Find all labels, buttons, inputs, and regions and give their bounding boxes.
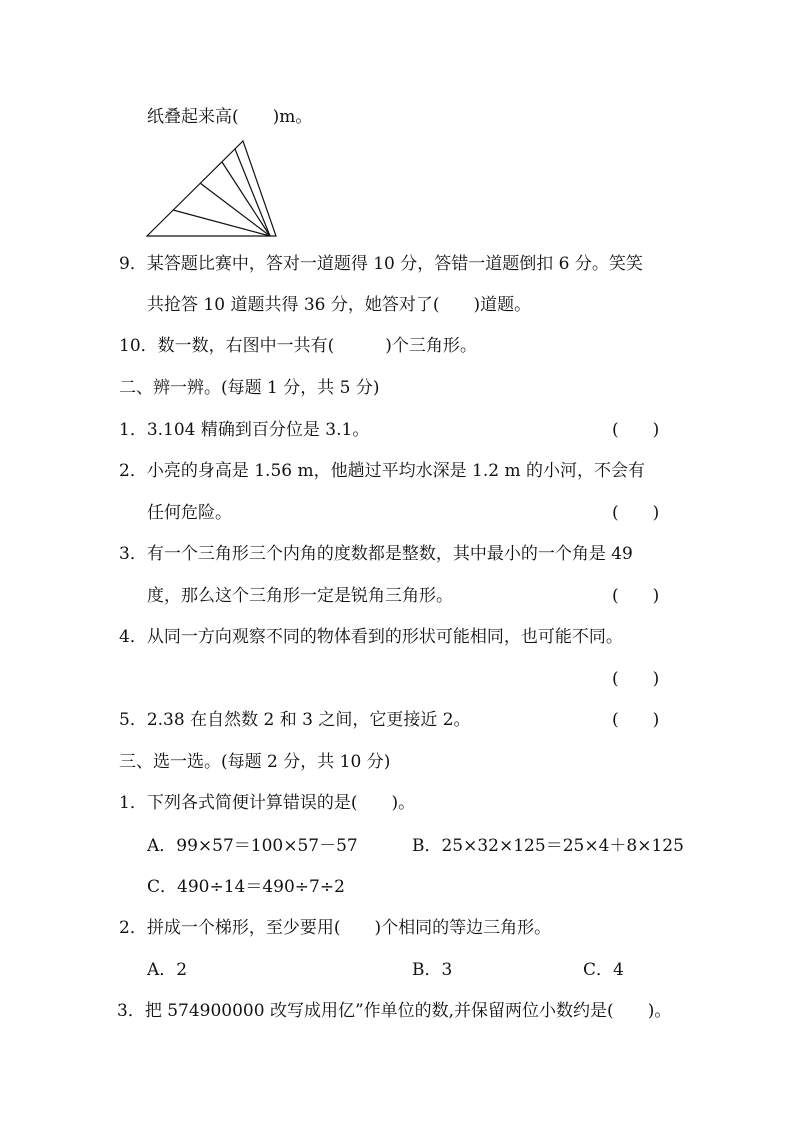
question-9-line-2: 共抢答 10 道题共得 36 分，她答对了( )道题。 bbox=[147, 295, 532, 315]
answer-bracket: ( ) bbox=[612, 586, 660, 606]
choice-3: 3．把 574900000 改写成用亿”作单位的数,并保留两位小数约是( )。 bbox=[117, 1001, 672, 1021]
judge-1: 1．3.104 精确到百分位是 3.1。 bbox=[119, 420, 370, 440]
answer-bracket: ( ) bbox=[612, 503, 660, 523]
section-2-title: 二、辨一辨。(每题 1 分，共 5 分) bbox=[119, 378, 380, 398]
choice-2-option-c: C．4 bbox=[583, 960, 624, 980]
choice-2: 2．拼成一个梯形，至少要用( )个相同的等边三角形。 bbox=[119, 918, 552, 938]
choice-1-option-a: A．99×57＝100×57－57 bbox=[147, 836, 358, 856]
section-3-title: 三、选一选。(每题 2 分，共 10 分) bbox=[119, 752, 391, 772]
answer-bracket: ( ) bbox=[612, 669, 660, 689]
answer-bracket: ( ) bbox=[612, 420, 660, 440]
judge-3-line-1: 3．有一个三角形三个内角的度数都是整数，其中最小的一个角是 49 bbox=[119, 544, 633, 564]
choice-1-option-b: B．25×32×125＝25×4＋8×125 bbox=[412, 836, 684, 856]
judge-4: 4．从同一方向观察不同的物体看到的形状可能相同，也可能不同。 bbox=[119, 627, 623, 647]
choice-2-option-b: B．3 bbox=[412, 960, 453, 980]
triangle-figure bbox=[146, 140, 278, 240]
choice-1-option-c: C．490÷14＝490÷7÷2 bbox=[147, 877, 345, 897]
outer-triangle bbox=[147, 141, 276, 236]
question-8-tail: 纸叠起来高( )m。 bbox=[147, 107, 313, 127]
judge-3-line-2: 度，那么这个三角形一定是锐角三角形。 bbox=[147, 586, 453, 606]
choice-2-option-a: A．2 bbox=[147, 960, 188, 980]
judge-2-line-1: 2．小亮的身高是 1.56 m，他趟过平均水深是 1.2 m 的小河，不会有 bbox=[119, 461, 645, 481]
judge-5: 5．2.38 在自然数 2 和 3 之间，它更接近 2。 bbox=[119, 710, 471, 730]
question-9-line-1: 9．某答题比赛中，答对一道题得 10 分，答错一道题倒扣 6 分。笑笑 bbox=[119, 254, 643, 274]
question-10: 10．数一数，右图中一共有( )个三角形。 bbox=[119, 336, 477, 356]
choice-1: 1．下列各式简便计算错误的是( )。 bbox=[119, 793, 416, 813]
answer-bracket: ( ) bbox=[612, 710, 660, 730]
judge-2-line-2: 任何危险。 bbox=[147, 503, 232, 523]
